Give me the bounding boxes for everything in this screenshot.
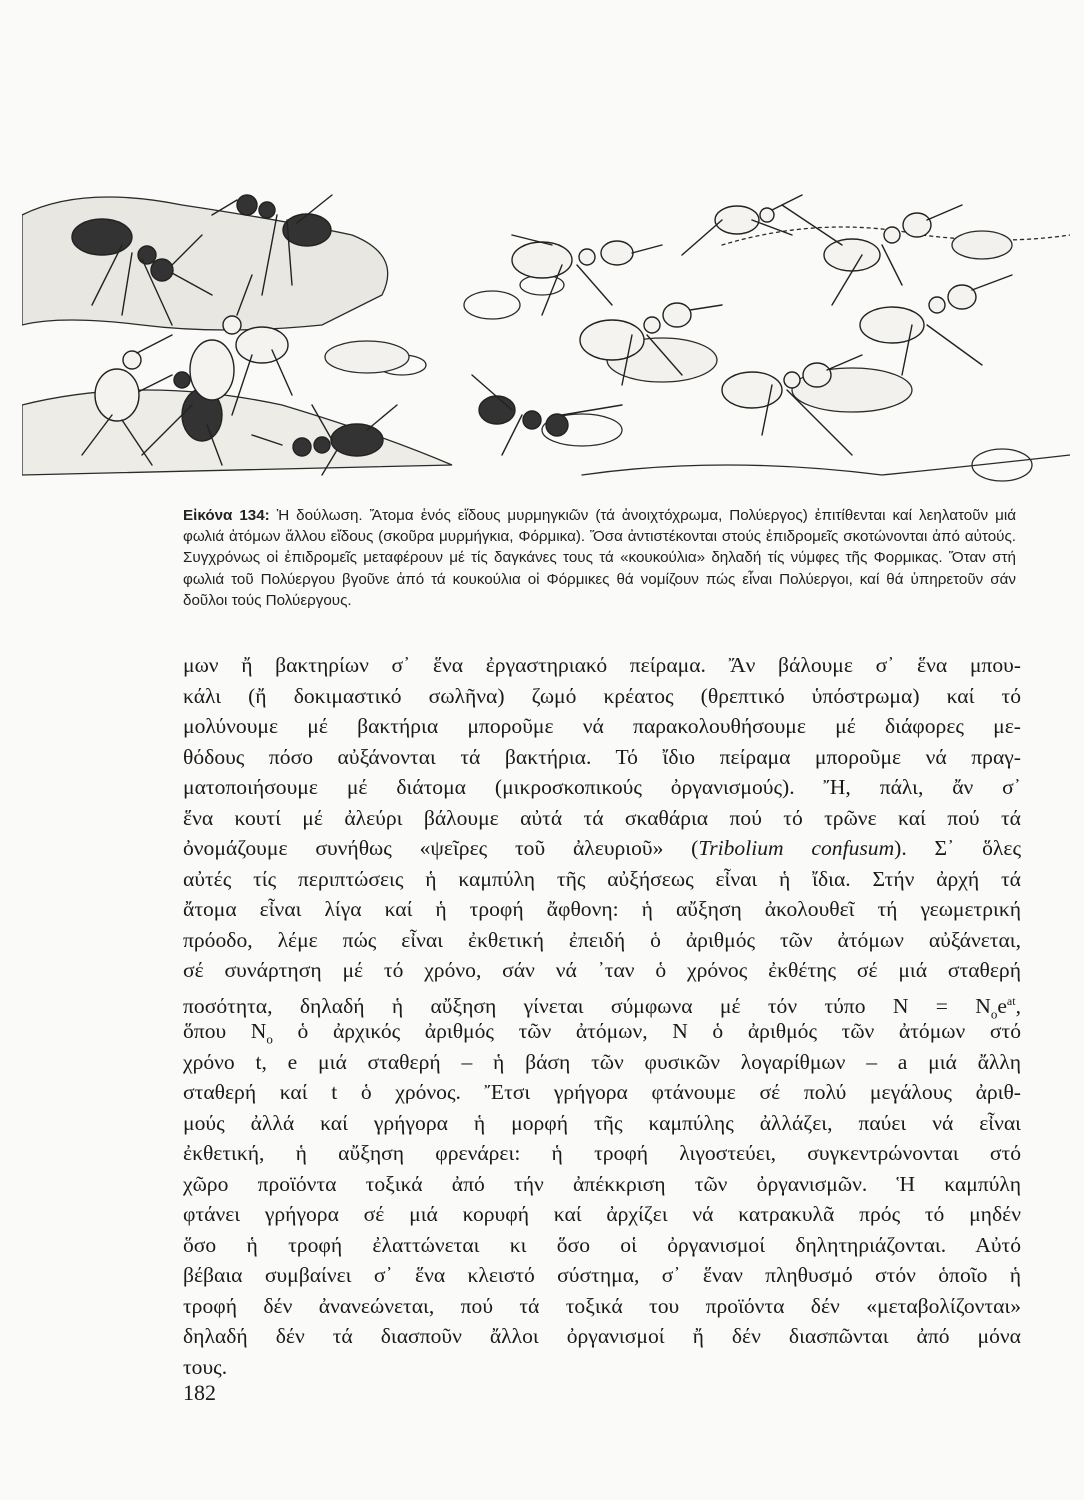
nest-soil <box>22 197 388 330</box>
figure-label: Εἰκόνα 134: <box>183 507 270 524</box>
ant-raid-illustration <box>22 175 1070 490</box>
text-line: μούς ἀλλά καί γρήγορα ἡ μορφή τῆς καμπύλης ἀλλάζει, παύει νά εἶναι <box>183 1110 1021 1135</box>
cocoon <box>952 231 1012 259</box>
text-fragment: ὁ ἀρχικός ἀριθμός τῶν ἀτόμων, N ὁ ἀριθμός τῶν ἀτόμων στό <box>272 1019 1021 1043</box>
text-fragment: ὀνομάζουμε συνήθως «ψεῖρες τοῦ ἀλευριοῦ» ( <box>183 836 699 860</box>
formula-base: e <box>997 993 1007 1018</box>
text-line: ἕνα κουτί μέ ἀλεύρι βάλουμε αὐτά τά σκαθάρια πού τό τρῶνε καί πού τά <box>183 805 1021 830</box>
nest-floor <box>22 390 452 475</box>
text-line <box>183 833 1021 864</box>
figure-caption <box>183 505 1016 611</box>
text-line: μων ἤ βακτηρίων σ᾽ ἕνα ἐργαστηριακό πείραμα. Ἄν βάλουμε σ᾽ ἕνα μπου- <box>183 653 1021 677</box>
formula-subscript: o <box>990 1006 998 1021</box>
text-line: σέ συνάρτηση μέ τό χρόνο, σάν νά ᾽ταν ὁ χρόνος ἐκθέτης σέ μιά σταθερή <box>183 958 1021 982</box>
formula-line <box>183 986 1021 1021</box>
species-name: Tribolium confusum <box>698 836 895 860</box>
text-line: τους. <box>183 1354 228 1379</box>
light-ant <box>860 275 1012 375</box>
text-line: χῶρο προϊόντα τοξικά ἀπό τήν ἀπέκκριση τῶν ὀργανισμῶν. Ἡ καμπύλη <box>183 1171 1021 1196</box>
formula-exponent: at <box>1006 993 1016 1008</box>
text-fragment: ὅπου N <box>183 1019 267 1043</box>
text-fragment: ). Σ᾽ ὅλες <box>894 836 1022 860</box>
stone <box>464 291 520 319</box>
page-number: 182 <box>183 1380 216 1405</box>
formula-subscript: o <box>266 1031 273 1047</box>
text-line: θόδους πόσο αὐξάνονται τά βακτήρια. Τό ἴδιο πείραμα μποροῦμε νά πραγ- <box>183 744 1021 769</box>
text-line: βέβαια συμβαίνει σ᾽ ἕνα κλειστό σύστημα, σ᾽ ἕναν πληθυσμό στόν ὁποῖο ἡ <box>183 1263 1021 1287</box>
text-line: χρόνο t, e μιά σταθερή – ἡ βάση τῶν φυσικῶν λογαρίθμων – a μιά ἄλλη <box>183 1049 1021 1074</box>
light-ant <box>782 205 962 305</box>
cocoon <box>325 341 409 373</box>
figure-caption-text: Ἡ δούλωση. Ἄτομα ἑνός εἴδους μυρμηγκιῶν (τά ἀνοιχτόχρωμα, Πολύεργος) ἐπιτίθενται καί λεηλατοῦν μιά φωλιά ἀτόμων ἄλλου εἴδους (σκοῦρα μυρμήγκια, Φόρμικα). Ὅσα ἀντιστέκονται στούς ἐπιδρομεῖς σκοτώνονται ἀπό αὐτούς. Συγχρόνως οἱ ἐπιδρομεῖς μεταφέρουν μέ τίς δαγκάνες τους τά «κουκούλια» δηλαδή τίς νύμφες τῆς Φορμικας. Ὅταν στή φωλιά τοῦ Πολύεργου βγοῦνε ἀπό τά κουκούλια οἱ Φόρμικες θά νομίζουν πώς εἶναι Πολύεργοι, καί θά ὑπηρετοῦν σάν δοῦλοι τούς Πολύεργους. <box>183 507 1016 609</box>
text-line <box>183 1016 1021 1047</box>
text-fragment: ποσότητα, δηλαδή ἡ αὔξηση γίνεται σύμφωνα μέ τόν τύπο N = N <box>183 993 991 1018</box>
text-line: ἐκθετική, ἡ αὔξηση φρενάρει: ἡ τροφή λιγοστεύει, συγκεντρώνονται στό <box>183 1141 1021 1165</box>
light-ant <box>682 195 802 255</box>
text-line: ματοποιήσουμε μέ διάτομα (μικροσκοπικούς ὀργανισμούς). Ἤ, πάλι, ἄν σ᾽ <box>183 775 1021 799</box>
text-line: κάλι (ἤ δοκιμαστικό σωλῆνα) ζωμό κρέατος (θρεπτικό ὑπόστρωμα) καί τό <box>183 683 1021 708</box>
text-line: δηλαδή δέν τά διασποῦν ἄλλοι ὀργανισμοί ἤ δέν διασπῶνται ἀπό μόνα <box>183 1324 1021 1348</box>
text-line: σταθερή καί t ὁ χρόνος. Ἔτσι γρήγορα φτάνουμε σέ πολύ μεγάλους ἀριθ- <box>183 1080 1021 1104</box>
text-line: πρόοδο, λέμε πώς εἶναι ἐκθετική ἐπειδή ὁ ἀριθμός τῶν ἀτόμων αὐξάνεται, <box>183 927 1021 952</box>
text-fragment: , <box>1015 993 1021 1018</box>
text-line: τροφή δέν ἀνανεώνεται, πού τά τοξικά του προϊόντα δέν «μεταβολίζονται» <box>183 1293 1021 1318</box>
light-ant <box>512 235 662 315</box>
body-text <box>183 650 1021 1382</box>
text-line: φτάνει γρήγορα σέ μιά κορυφή καί ἀρχίζει νά κατρακυλᾶ πρός τό μηδέν <box>183 1202 1021 1226</box>
text-line: ὅσο ἡ τροφή ἐλαττώνεται κι ὅσο οἱ ὀργανισμοί δηλητηριάζονται. Αὐτό <box>183 1232 1021 1257</box>
text-line: μολύνουμε μέ βακτήρια μποροῦμε νά παρακολουθήσουμε μέ διάφορες με- <box>183 714 1021 738</box>
right-ground <box>582 455 1070 475</box>
text-line: αὐτές τίς περιπτώσεις ἡ καμπύλη τῆς αὐξήσεως εἶναι ἡ ἴδια. Στήν ἀρχή τά <box>183 866 1021 891</box>
text-line: ἄτομα εἶναι λίγα καί ἡ τροφή ἄφθονη: ἡ αὔξηση ἀκολουθεῖ τή γεωμετρική <box>183 897 1021 921</box>
